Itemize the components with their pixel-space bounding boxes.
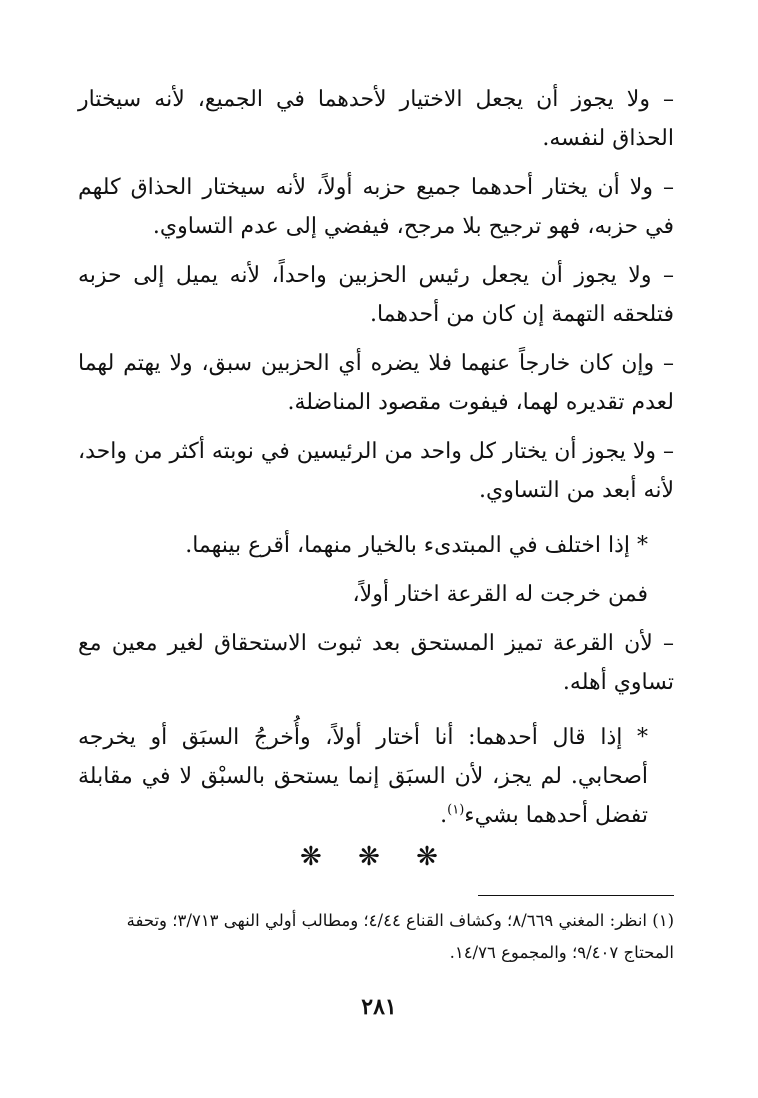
paragraph-9-end: .: [440, 803, 448, 828]
paragraph-9: [78, 718, 674, 835]
main-text: [78, 80, 674, 851]
footnote-reference[interactable]: (١): [447, 802, 465, 818]
paragraph-7: فمن خرجت له القرعة اختار أولاً،: [352, 582, 648, 607]
footnote-divider: [478, 895, 674, 896]
paragraph-8: – لأن القرعة تميز المستحق بعد ثبوت الاستحقاق لغير معين مع تساوي أهله.: [78, 631, 674, 695]
paragraph-2: – ولا أن يختار أحدهما جميع حزبه أولاً، لأنه سيختار الحذاق كلهم في حزبه، فهو ترجيح بلا مرجح، فيفضي إلى عدم التساوي.: [78, 175, 674, 239]
section-separator: ❋ ❋ ❋: [300, 842, 452, 872]
footnote: (١) انظر: المغني ٨/٦٦٩؛ وكشاف القناع ٤/٤٤؛ ومطالب أولي النهى ٣/٧١٣؛ وتحفة المحتاج ٩/٤٠٧؛ والمجموع ١٤/٧٦.: [126, 911, 674, 962]
paragraph-1: – ولا يجوز أن يجعل الاختيار لأحدهما في الجميع، لأنه سيختار الحذاق لنفسه.: [78, 87, 674, 151]
page-number: ٢٨١: [361, 994, 397, 1020]
paragraph-4: – وإن كان خارجاً عنهما فلا يضره أي الحزبين سبق، ولا يهتم لهما لعدم تقديره لهما، فيفوت مقصود المناضلة.: [78, 351, 674, 415]
paragraph-9-text: * إذا قال أحدهما: أنا أختار أولاً، وأُخرجُ السبَق أو يخرجه أصحابي. لم يجز، لأن السبَق إنما يستحق بالسبْق لا في مقابلة تفضل أحدهما بشيء: [78, 725, 648, 828]
paragraph-6: * إذا اختلف في المبتدىء بالخيار منهما، أقرع بينهما.: [185, 533, 648, 558]
paragraph-5: – ولا يجوز أن يختار كل واحد من الرئيسين في نوبته أكثر من واحد، لأنه أبعد من التساوي.: [77, 439, 674, 503]
paragraph-3: – ولا يجوز أن يجعل رئيس الحزبين واحداً، لأنه يميل إلى حزبه فتلحقه التهمة إن كان من أحدهما.: [78, 263, 674, 327]
